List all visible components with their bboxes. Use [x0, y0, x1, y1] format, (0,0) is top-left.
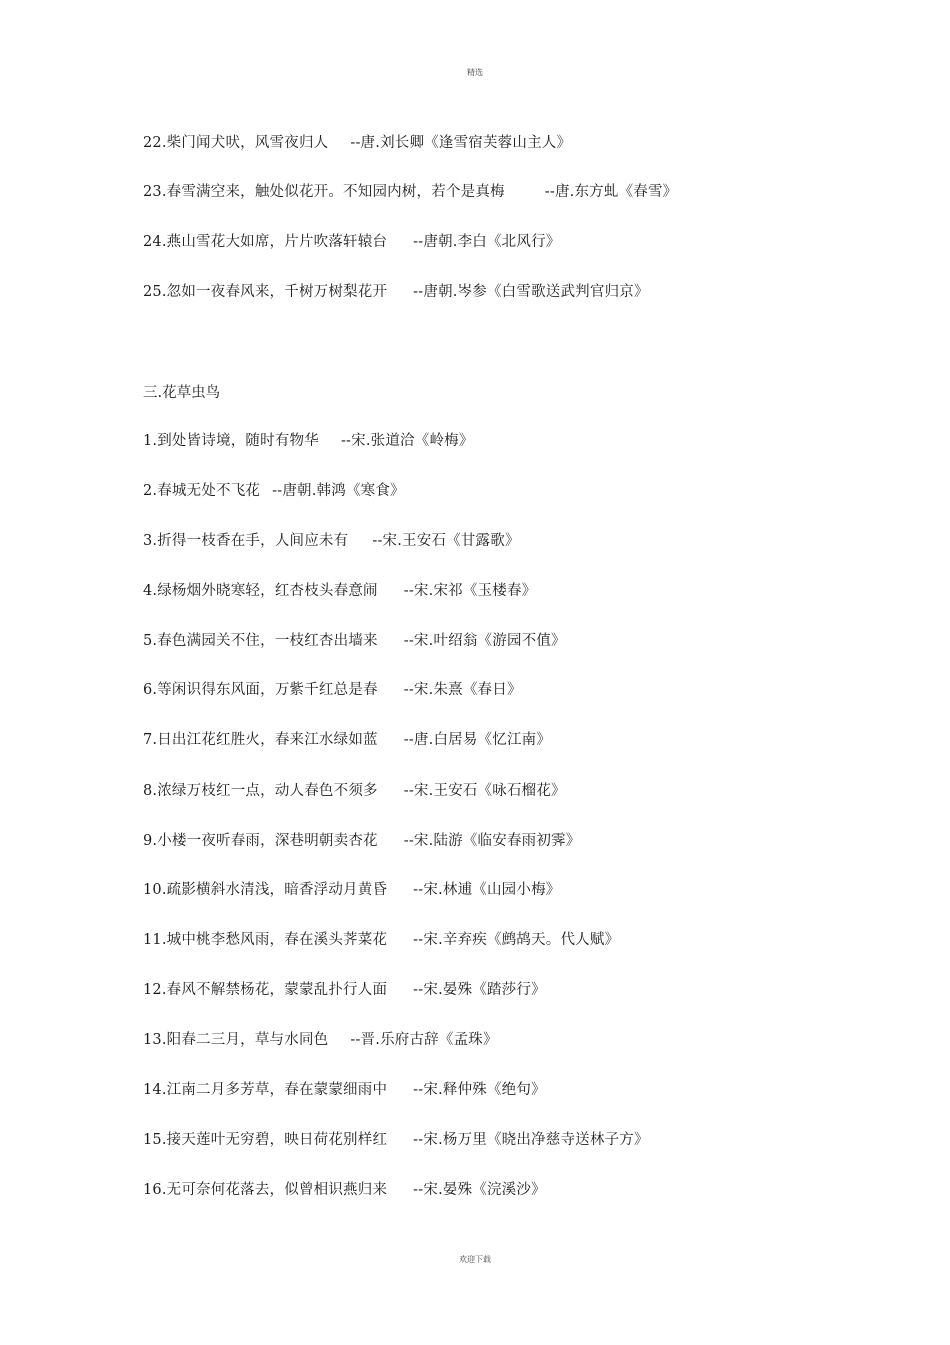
- page-footer: 欢迎下载: [459, 1255, 491, 1264]
- poem-source: --宋.王安石《甘露歌》: [372, 533, 520, 549]
- poem-source: --宋.晏殊《浣溪沙》: [413, 1182, 546, 1198]
- poem-text: 15.接天莲叶无穷碧，映日荷花别样红: [143, 1132, 388, 1148]
- poem-text: 1.到处皆诗境，随时有物华: [143, 433, 319, 449]
- poem-line: [143, 134, 571, 152]
- poem-line: [143, 1081, 546, 1099]
- poem-text: 22.柴门闻犬吠，风雪夜归人: [143, 135, 329, 151]
- poem-source: --唐朝.韩鸿《寒食》: [272, 483, 405, 499]
- poem-source: --宋.张道洽《岭梅》: [340, 433, 474, 449]
- poem-line: [143, 881, 560, 899]
- poem-line: [143, 832, 580, 850]
- poem-source: --宋.林逋《山园小梅》: [413, 882, 561, 898]
- poem-line: [143, 981, 546, 999]
- poem-line: [143, 632, 566, 650]
- poem-line: [143, 1131, 649, 1149]
- poem-text: 25.忽如一夜春风来，千树万树梨花开: [143, 284, 388, 300]
- poem-text: 11.城中桃李愁风雨，春在溪头荠菜花: [143, 932, 388, 948]
- poem-text: 4.绿杨烟外晓寒轻，红杏枝头春意闹: [143, 583, 378, 599]
- poem-line: [143, 432, 474, 450]
- poem-text: 6.等闲识得东风面，万紫千红总是春: [143, 682, 378, 698]
- poem-line: [143, 582, 536, 600]
- poem-text: 12.春风不解禁杨花，蒙蒙乱扑行人面: [143, 982, 388, 998]
- poem-line: [143, 283, 649, 301]
- poem-source: --宋.释仲殊《绝句》: [413, 1082, 546, 1098]
- poem-text: 5.春色满园关不住，一枝红杏出墙来: [143, 633, 378, 649]
- poem-text: 23.春雪满空来，触处似花开。不知园内树，若个是真梅: [143, 184, 505, 200]
- poem-line: [143, 931, 619, 949]
- poem-text: 16.无可奈何花落去，似曾相识燕归来: [143, 1182, 388, 1198]
- poem-text: 14.江南二月多芳草，春在蒙蒙细雨中: [143, 1082, 388, 1098]
- poem-line: [143, 233, 560, 251]
- poem-source: --宋.王安石《咏石榴花》: [403, 783, 566, 799]
- poem-source: --唐.东方虬《春雪》: [544, 184, 678, 200]
- poem-text: 10.疏影横斜水清浅，暗香浮动月黄昏: [143, 882, 388, 898]
- poem-source: --宋.叶绍翁《游园不值》: [403, 633, 566, 649]
- poem-source: --宋.宋祁《玉楼春》: [403, 583, 537, 599]
- poem-source: --宋.杨万里《晓出净慈寺送林子方》: [413, 1132, 649, 1148]
- poem-source: --宋.陆游《临安春雨初霁》: [403, 833, 581, 849]
- section-title: 三.花草虫鸟: [143, 385, 221, 401]
- poem-line: [143, 731, 551, 749]
- page-header: 精选: [467, 68, 483, 77]
- poem-line: [143, 1181, 546, 1199]
- poem-source: --唐.刘长卿《逢雪宿芙蓉山主人》: [350, 135, 572, 151]
- poem-text: 7.日出江花红胜火，春来江水绿如蓝: [143, 732, 378, 748]
- poem-source: --宋.朱熹《春日》: [403, 682, 522, 698]
- poem-source: --唐.白居易《忆江南》: [403, 732, 552, 748]
- poem-text: 13.阳春二三月，草与水同色: [143, 1032, 329, 1048]
- poem-line: [143, 681, 522, 699]
- poem-source: --宋.辛弃疾《鹧鸪天。代人赋》: [413, 932, 620, 948]
- poem-text: 2.春城无处不飞花: [143, 483, 261, 499]
- poem-line: [143, 532, 520, 550]
- poem-line: [143, 183, 677, 201]
- poem-text: 24.燕山雪花大如席，片片吹落轩辕台: [143, 234, 388, 250]
- poem-source: --宋.晏殊《踏莎行》: [413, 982, 546, 998]
- poem-line: [143, 782, 566, 800]
- poem-text: 8.浓绿万枝红一点，动人春色不须多: [143, 783, 378, 799]
- poem-text: 9.小楼一夜听春雨，深巷明朝卖杏花: [143, 833, 378, 849]
- poem-source: --晋.乐府古辞《孟珠》: [350, 1032, 498, 1048]
- poem-text: 3.折得一枝香在手，人间应未有: [143, 533, 349, 549]
- poem-line: [143, 1031, 498, 1049]
- poem-source: --唐朝.李白《北风行》: [413, 234, 561, 250]
- poem-line: [143, 482, 405, 500]
- poem-source: --唐朝.岑参《白雪歌送武判官归京》: [413, 284, 649, 300]
